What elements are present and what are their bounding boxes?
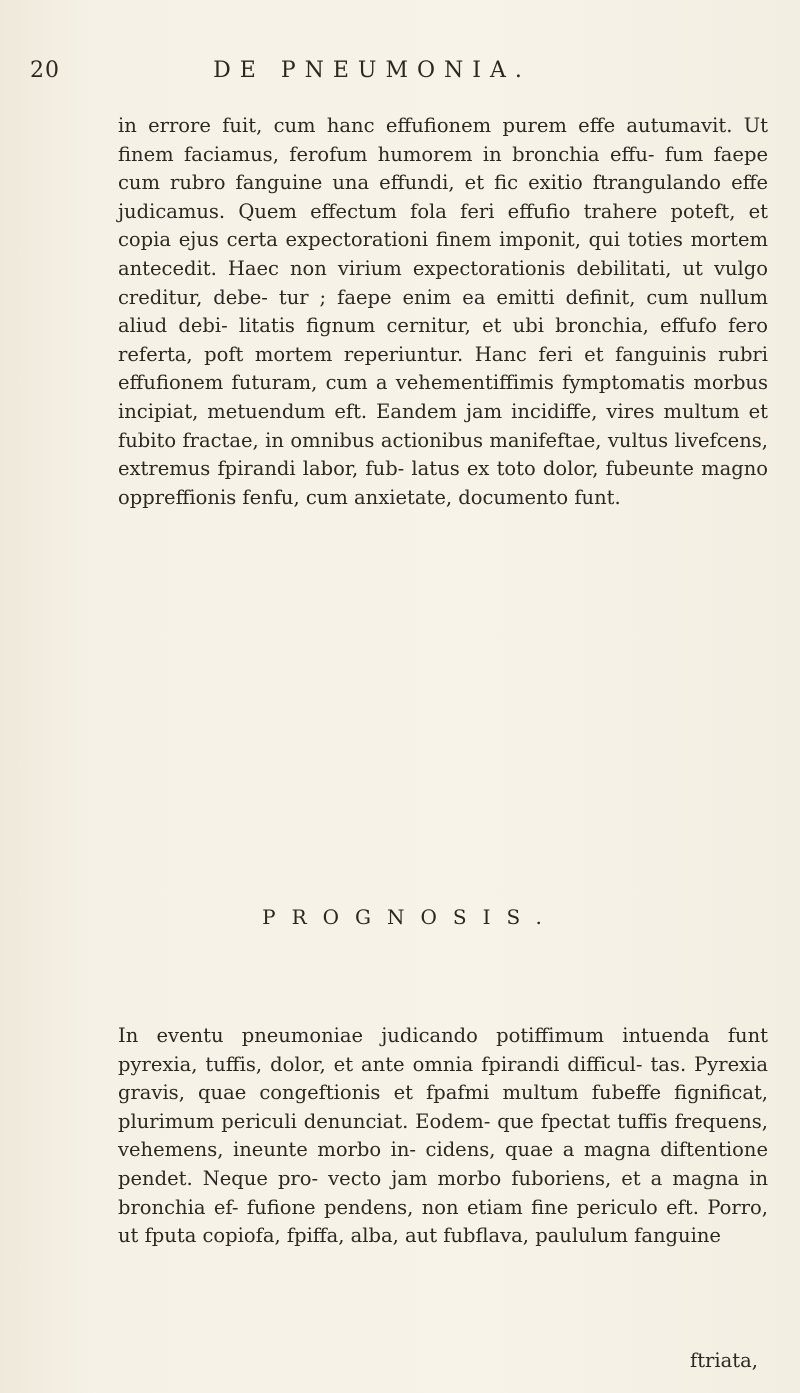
paragraph-continuation: in errore fuit, cum hanc effufionem purem effe autumavit. Ut finem faciamus, ferofum humorem in bronchia effu- fum faepe cum rubro fanguine una effundi, et fic exitio ftrangulando effe judicamus. Quem effectum fola feri effufio trahere poteft, et copia ejus certa expectorationi finem imponit, qui toties mortem antecedit. Haec non virium expectorationis debilitati, ut vulgo creditur, debe- tur ; faepe enim ea emitti definit, cum nullum aliud debi- litatis fignum cernitur, et ubi bronchia, effufo fero referta, poft mortem reperiuntur. Hanc feri et fanguinis rubri effufionem futuram, cum a vehementiffimis fymptomatis morbus incipiat, metuendum eft. Eandem jam incidiffe, vires multum et fubito fractae, in omnibus actionibus manifeftae, vultus livefcens, extremus fpirandi labor, fub- latus ex toto dolor, fubeunte magno oppreffionis fenfu, cum anxietate, documento funt. <box>118 114 768 509</box>
catchword: ftriata, <box>690 1349 758 1372</box>
page-number: 20 <box>30 58 60 83</box>
running-head: DE PNEUMONIA. <box>213 58 531 83</box>
section-title: PROGNOSIS. <box>262 905 558 929</box>
page-header <box>30 58 760 92</box>
paragraph-prognosis: In eventu pneumoniae judicando potiffimum intuenda funt pyrexia, tuffis, dolor, et ante omnia fpirandi difficul- tas. Pyrexia gravis, quae congeftionis et fpafmi multum fubeffe fignificat, plurimum periculi denunciat. Eodem- que fpectat tuffis frequens, vehemens, ineunte morbo in- cidens, quae a magna diftentione pendet. Neque pro- vecto jam morbo fuboriens, et a magna in bronchia ef- fufione pendens, non etiam fine periculo eft. Porro, ut fputa copiofa, fpiffa, alba, aut fubflava, paululum fanguine <box>118 1024 768 1248</box>
